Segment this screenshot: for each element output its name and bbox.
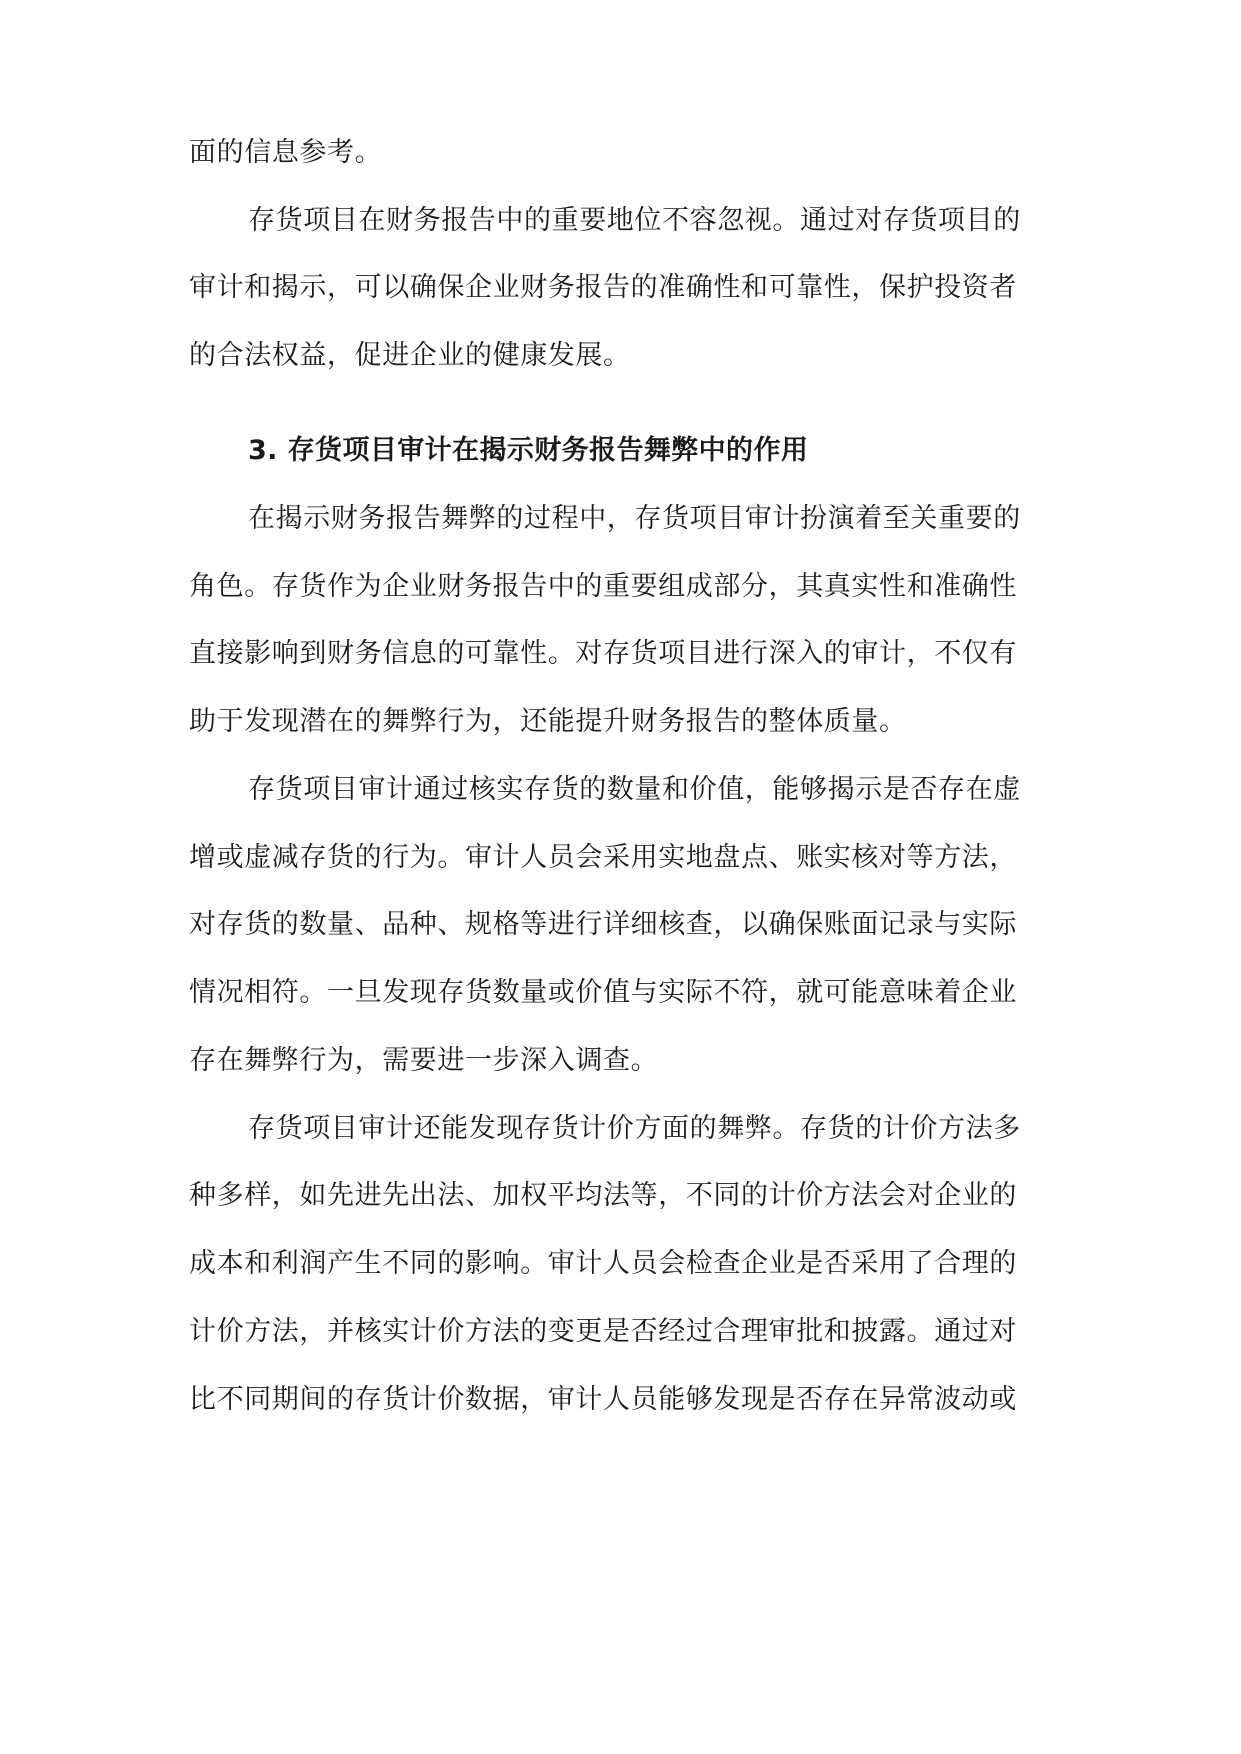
paragraph-line: 角色。存货作为企业财务报告中的重要组成部分，其真实性和准确性: [189, 571, 1017, 602]
paragraph-line: 增或虚减存货的行为。审计人员会采用实地盘点、账实核对等方法，: [189, 842, 1017, 873]
paragraph-line: 存货项目审计还能发现存货计价方面的舞弊。存货的计价方法多: [248, 1113, 1021, 1144]
paragraph-line: 成本和利润产生不同的影响。审计人员会检查企业是否采用了合理的: [189, 1248, 1017, 1279]
paragraph-line: 面的信息参考。: [189, 137, 383, 168]
section-heading: 3. 存货项目审计在揭示财务报告舞弊中的作用: [248, 435, 809, 466]
paragraph-line: 审计和揭示，可以确保企业财务报告的准确性和可靠性，保护投资者: [189, 272, 1017, 303]
paragraph-line: 直接影响到财务信息的可靠性。对存货项目进行深入的审计，不仅有: [189, 638, 1017, 669]
paragraph-line: 的合法权益，促进企业的健康发展。: [189, 340, 631, 371]
paragraph-line: 比不同期间的存货计价数据，审计人员能够发现是否存在异常波动或: [189, 1384, 1017, 1415]
paragraph-line: 助于发现潜在的舞弊行为，还能提升财务报告的整体质量。: [189, 706, 907, 737]
paragraph-line: 对存货的数量、品种、规格等进行详细核查，以确保账面记录与实际: [189, 909, 1017, 940]
paragraph-line: 在揭示财务报告舞弊的过程中，存货项目审计扮演着至关重要的: [248, 503, 1021, 534]
paragraph-line: 存在舞弊行为，需要进一步深入调查。: [189, 1045, 659, 1076]
paragraph-line: 情况相符。一旦发现存货数量或价值与实际不符，就可能意味着企业: [189, 977, 1017, 1008]
paragraph-line: 存货项目审计通过核实存货的数量和价值，能够揭示是否存在虚: [248, 774, 1021, 805]
paragraph-line: 计价方法，并核实计价方法的变更是否经过合理审批和披露。通过对: [189, 1316, 1017, 1347]
paragraph-line: 存货项目在财务报告中的重要地位不容忽视。通过对存货项目的: [248, 205, 1021, 236]
paragraph-line: 种多样，如先进先出法、加权平均法等，不同的计价方法会对企业的: [189, 1180, 1017, 1211]
